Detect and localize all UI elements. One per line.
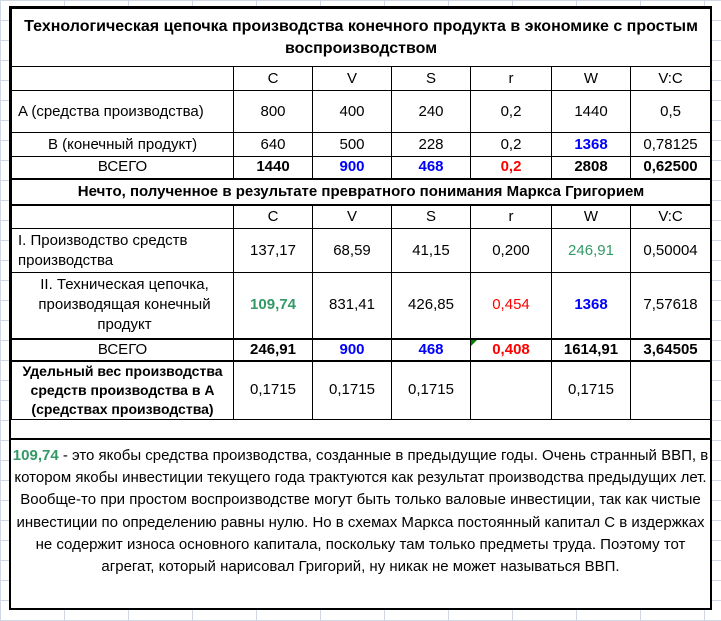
table2-cell: 1368 (552, 273, 631, 339)
table1-header-r: r (471, 67, 552, 91)
table1-total-label: ВСЕГО (12, 157, 234, 179)
note-highlight: 109,74 (12, 447, 59, 464)
table2-total-cell: 900 (313, 339, 392, 361)
table1-cell: 0,2 (471, 133, 552, 157)
table2-share-cell: 0,1715 (552, 361, 631, 420)
table2-share-cell (471, 361, 552, 420)
table1-total-cell: 900 (313, 157, 392, 179)
table1-cell: 800 (234, 91, 313, 133)
table1-total-cell: 0,2 (471, 157, 552, 179)
table1-header-w: W (552, 67, 631, 91)
table1-total-cell: 468 (392, 157, 471, 179)
table1-cell: 1368 (552, 133, 631, 157)
table1-cell: 228 (392, 133, 471, 157)
table1-header-c: C (234, 67, 313, 91)
table1-header-v: V (313, 67, 392, 91)
table1-row-label: B (конечный продукт) (12, 133, 234, 157)
table2-title: Нечто, полученное в результате превратного понимания Маркса Григорием (12, 179, 711, 205)
table1-cell: 240 (392, 91, 471, 133)
table1-cell: 1440 (552, 91, 631, 133)
commentary-note (11, 438, 710, 608)
table2-cell: 426,85 (392, 273, 471, 339)
table1-cell: 0,2 (471, 91, 552, 133)
table2-cell: 246,91 (552, 229, 631, 273)
table2-row-label: I. Производство средств производства (12, 229, 234, 273)
table2-share-cell: 0,1715 (234, 361, 313, 420)
table1-cell: 0,78125 (631, 133, 711, 157)
table2-share-cell: 0,1715 (392, 361, 471, 420)
table2-cell: 109,74 (234, 273, 313, 339)
table2-cell: 831,41 (313, 273, 392, 339)
table2-total-cell: 1614,91 (552, 339, 631, 361)
table2-share-cell (631, 361, 711, 420)
table2-cell: 68,59 (313, 229, 392, 273)
table2-total-cell: 0,408 (471, 339, 552, 361)
table2-share-cell: 0,1715 (313, 361, 392, 420)
table1-row-label: A (средства производства) (12, 91, 234, 133)
note-text: - это якобы средства производства, созданные в предыдущие годы. Очень странный ВВП, в котором якобы инвестиции текущего года трактуются как результат производства предыдущих лет. Вообще-то при простом воспроизводстве могут быть только валовые инвестиции, так как чистые инвестиции по определению равны нулю. Но в схемах Маркса постоянный капитал C в издержках не содержит износа основного капитала, поскольку там только предметы труда. Поэтому тот агрегат, который нарисовал Григорий, ну никак не может называться ВВП. (14, 447, 709, 576)
table2-row-label: II. Техническая цепочка, производящая конечный продукт (12, 273, 234, 339)
table2-total-cell: 3,64505 (631, 339, 711, 361)
table1-header-s: S (392, 67, 471, 91)
table1-header-empty (12, 67, 234, 91)
content-box (9, 6, 712, 610)
table2-cell: 0,50004 (631, 229, 711, 273)
table2-header-r: r (471, 205, 552, 229)
main-table (11, 8, 711, 420)
table2-share-label: Удельный вес производства средств производства в A (средствах производства) (12, 361, 234, 420)
table1-total-cell: 0,62500 (631, 157, 711, 179)
table1-cell: 500 (313, 133, 392, 157)
table2-cell: 41,15 (392, 229, 471, 273)
table1-title: Технологическая цепочка производства конечного продукта в экономике с простым воспроизводством (12, 9, 711, 67)
table2-total-cell: 468 (392, 339, 471, 361)
table1-header-vc: V:C (631, 67, 711, 91)
table1-total-cell: 1440 (234, 157, 313, 179)
table2-cell: 137,17 (234, 229, 313, 273)
table2-header-s: S (392, 205, 471, 229)
table1-cell: 640 (234, 133, 313, 157)
table1-total-cell: 2808 (552, 157, 631, 179)
table2-header-v: V (313, 205, 392, 229)
table2-total-cell: 246,91 (234, 339, 313, 361)
table2-header-vc: V:C (631, 205, 711, 229)
table1-cell: 0,5 (631, 91, 711, 133)
table2-header-c: C (234, 205, 313, 229)
table2-cell: 7,57618 (631, 273, 711, 339)
table2-total-label: ВСЕГО (12, 339, 234, 361)
table2-header-empty (12, 205, 234, 229)
table1-cell: 400 (313, 91, 392, 133)
table2-cell: 0,200 (471, 229, 552, 273)
table2-cell: 0,454 (471, 273, 552, 339)
table2-header-w: W (552, 205, 631, 229)
